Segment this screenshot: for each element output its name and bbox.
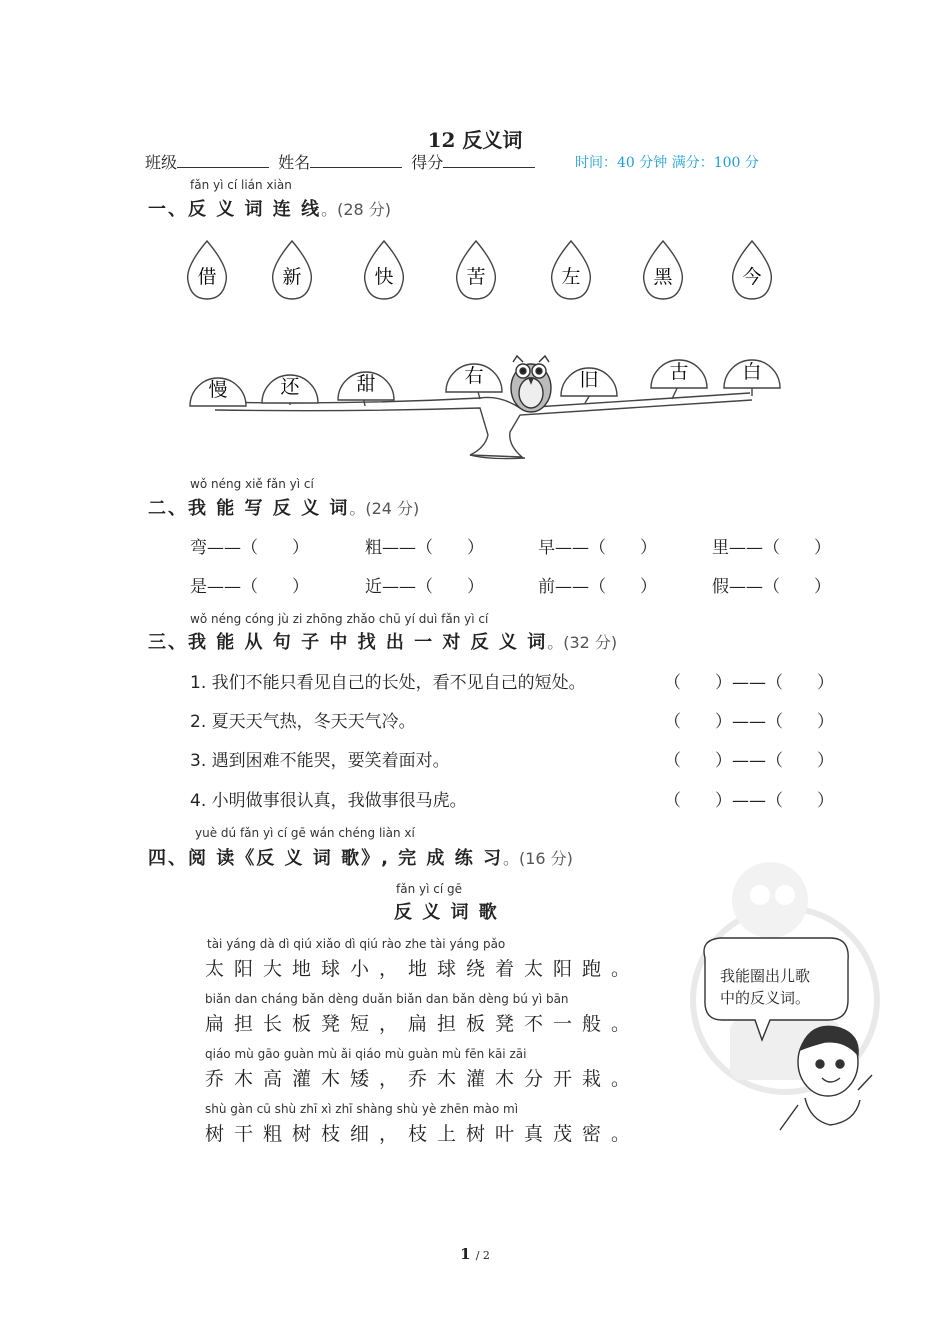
answer-blank[interactable]: （ ）——（ ） — [664, 791, 834, 811]
owl-icon — [511, 356, 551, 412]
sentence-3: 3. 遇到困难不能哭，要笑着面对。 — [190, 751, 450, 771]
page-title: 12 反义词 — [427, 128, 523, 152]
answer-blank[interactable]: （ ）——（ ） — [664, 751, 834, 771]
poem-title-pinyin: fǎn yì cí gē — [396, 882, 462, 896]
antonym-blank[interactable]: 早——（ ） — [538, 538, 657, 558]
matching-diagram — [0, 0, 950, 470]
leaf-word[interactable] — [724, 360, 780, 388]
section3-heading: 三、我 能 从 句 子 中 找 出 一 对 反 义 词。(32 分) — [148, 632, 618, 653]
leaf-word[interactable] — [262, 375, 318, 403]
leaf-char: 还 — [280, 376, 300, 398]
drop-char: 黑 — [653, 266, 673, 288]
poem-line-4: 树干粗树枝细，枝上树叶真茂密。 — [205, 1123, 641, 1145]
leaf-char: 古 — [669, 361, 689, 383]
poem-line-2: 扁担长板凳短，扁担板凳不一般。 — [205, 1013, 641, 1035]
leaf-word[interactable] — [561, 368, 617, 396]
drop-word[interactable] — [273, 241, 312, 299]
leaf-char: 慢 — [208, 379, 228, 401]
section4-pinyin: yuè dú fǎn yì cí gē wán chéng liàn xí — [195, 826, 415, 840]
antonym-blank[interactable]: 粗——（ ） — [365, 538, 484, 558]
bubble-text: 我能圈出儿歌 中的反义词。 — [720, 967, 811, 1007]
antonym-blank[interactable]: 近——（ ） — [365, 577, 484, 597]
section1-heading: 一、反 义 词 连 线。(28 分) — [148, 199, 392, 220]
section2-heading: 二、我 能 写 反 义 词。(24 分) — [148, 498, 420, 519]
poem-pinyin-1: tài yáng dà dì qiú xiǎo dì qiú rào zhe tài yáng pǎo — [207, 937, 506, 951]
leaf-char: 旧 — [579, 369, 599, 391]
drop-char: 今 — [742, 266, 762, 288]
score-label: 得分 — [411, 153, 444, 172]
section3-pinyin: wǒ néng cóng jù zi zhōng zhǎo chū yí duì fǎn yì cí — [190, 612, 489, 626]
drop-char: 新 — [282, 266, 302, 288]
section4-heading: 四、阅 读《反 义 词 歌》, 完 成 练 习。(16 分) — [148, 848, 573, 869]
drop-word[interactable] — [365, 241, 404, 299]
word-leaves — [190, 360, 780, 406]
leaf-word[interactable] — [446, 364, 502, 392]
drop-char: 借 — [197, 266, 217, 288]
sentence-1: 1. 我们不能只看见自己的长处，看不见自己的短处。 — [190, 673, 586, 693]
drop-word[interactable] — [552, 241, 591, 299]
section1-pinyin: fǎn yì cí lián xiàn — [190, 178, 292, 192]
poem-pinyin-2: biǎn dan cháng bǎn dèng duǎn biǎn dan bǎn dèng bú yì bān — [205, 992, 569, 1006]
sentence-4: 4. 小明做事很认真，我做事很马虎。 — [190, 791, 467, 811]
poem-line-1: 太阳大地球小，地球绕着太阳跑。 — [205, 958, 641, 980]
drop-char: 苦 — [466, 266, 486, 288]
drop-char: 快 — [374, 266, 394, 288]
leaf-char: 甜 — [356, 373, 376, 395]
poem-title: 反 义 词 歌 — [394, 902, 499, 923]
sentence-2: 2. 夏天天气热，冬天天气冷。 — [190, 712, 416, 732]
leaf-word[interactable] — [338, 372, 394, 400]
answer-blank[interactable]: （ ）——（ ） — [664, 712, 834, 732]
section2-pinyin: wǒ néng xiě fǎn yì cí — [190, 477, 314, 491]
drop-word[interactable] — [733, 241, 772, 299]
time-info: 时间：40 分钟 满分：100 分 — [575, 155, 759, 171]
leaf-word[interactable] — [190, 378, 246, 406]
antonym-blank[interactable]: 弯——（ ） — [190, 538, 309, 558]
antonym-blank[interactable]: 里——（ ） — [712, 538, 831, 558]
drop-word[interactable] — [644, 241, 683, 299]
leaf-char: 右 — [464, 365, 484, 387]
drop-word[interactable] — [188, 241, 227, 299]
class-label: 班级 — [145, 153, 178, 172]
leaf-char: 白 — [742, 361, 762, 383]
page-number: 1 / 2 — [460, 1245, 490, 1263]
poem-pinyin-3: qiáo mù gāo guàn mù ǎi qiáo mù guàn mù fēn kāi zāi — [205, 1047, 527, 1061]
answer-blank[interactable]: （ ）——（ ） — [664, 673, 834, 693]
poem-pinyin-4: shù gàn cū shù zhī xì zhī shàng shù yè zhēn mào mì — [205, 1102, 519, 1116]
drop-char: 左 — [561, 266, 581, 288]
antonym-blank[interactable]: 是——（ ） — [190, 577, 309, 597]
leaf-word[interactable] — [651, 360, 707, 388]
drop-word[interactable] — [457, 241, 496, 299]
name-label: 姓名 — [278, 153, 311, 172]
antonym-blank[interactable]: 前——（ ） — [538, 577, 657, 597]
word-drops — [188, 241, 772, 299]
poem-line-3: 乔木高灌木矮，乔木灌木分开栽。 — [205, 1068, 641, 1090]
antonym-blank[interactable]: 假——（ ） — [712, 577, 831, 597]
